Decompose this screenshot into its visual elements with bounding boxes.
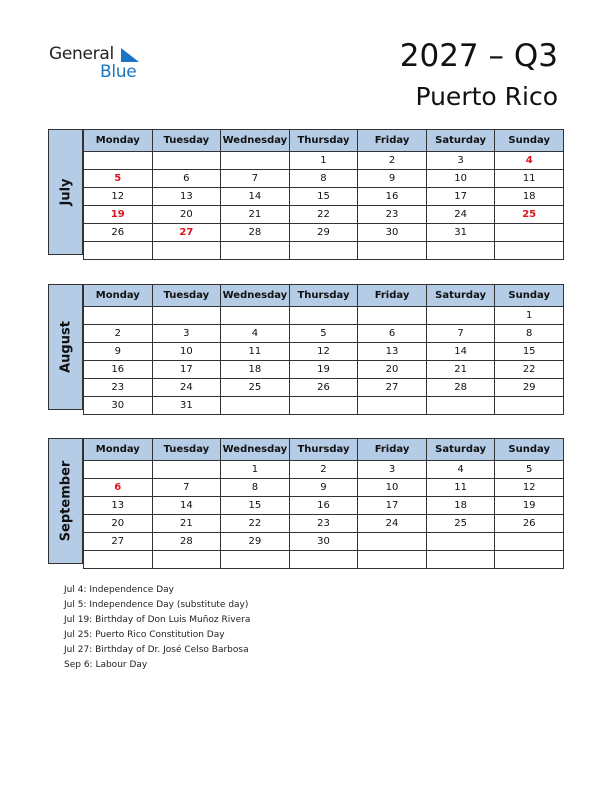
day-cell: 19 xyxy=(495,497,564,515)
day-cell: 3 xyxy=(358,461,427,479)
day-cell: 17 xyxy=(152,361,221,379)
day-cell: 2 xyxy=(84,325,153,343)
month-calendar-august xyxy=(48,284,564,410)
week-row xyxy=(84,379,564,397)
day-cell: 22 xyxy=(289,206,358,224)
day-cell: 29 xyxy=(495,379,564,397)
day-cell xyxy=(152,461,221,479)
day-cell: 25 xyxy=(426,515,495,533)
day-cell: 17 xyxy=(358,497,427,515)
day-cell xyxy=(289,307,358,325)
week-row xyxy=(84,479,564,497)
day-cell: 11 xyxy=(426,479,495,497)
week-row xyxy=(84,188,564,206)
day-cell: 19 xyxy=(289,361,358,379)
day-cell: 16 xyxy=(84,361,153,379)
day-cell: 28 xyxy=(221,224,290,242)
day-cell xyxy=(84,461,153,479)
holiday-notes xyxy=(64,583,250,673)
day-cell: 9 xyxy=(289,479,358,497)
day-cell: 24 xyxy=(426,206,495,224)
day-cell: 8 xyxy=(221,479,290,497)
day-cell: 13 xyxy=(152,188,221,206)
day-cell: 3 xyxy=(152,325,221,343)
day-cell: 16 xyxy=(358,188,427,206)
day-cell: 11 xyxy=(221,343,290,361)
holiday-note: Jul 25: Puerto Rico Constitution Day xyxy=(64,630,225,640)
page-title: 2027 – Q3 xyxy=(399,38,558,74)
day-cell: 8 xyxy=(495,325,564,343)
page-subtitle: Puerto Rico xyxy=(415,82,558,111)
day-cell: 31 xyxy=(426,224,495,242)
weekday-header: Tuesday xyxy=(152,439,221,461)
day-cell xyxy=(358,551,427,569)
calendar-grid xyxy=(83,438,564,569)
day-cell: 29 xyxy=(221,533,290,551)
day-cell xyxy=(358,242,427,260)
week-row xyxy=(84,152,564,170)
weekday-header: Monday xyxy=(84,285,153,307)
day-cell xyxy=(495,397,564,415)
weekday-header: Thursday xyxy=(289,439,358,461)
day-cell xyxy=(358,397,427,415)
holiday-note: Jul 19: Birthday of Don Luis Muñoz Rivera xyxy=(64,615,251,625)
day-cell: 20 xyxy=(84,515,153,533)
logo-word-general: General xyxy=(49,44,114,64)
day-cell: 1 xyxy=(221,461,290,479)
day-cell: 7 xyxy=(152,479,221,497)
holiday-note: Jul 4: Independence Day xyxy=(64,585,174,595)
logo-word-blue: Blue xyxy=(100,62,137,82)
week-row xyxy=(84,397,564,415)
day-cell: 27 xyxy=(152,224,221,242)
month-label-panel xyxy=(48,438,83,564)
calendar-grid xyxy=(83,129,564,260)
week-row xyxy=(84,307,564,325)
day-cell: 21 xyxy=(426,361,495,379)
calendar-grid xyxy=(83,284,564,415)
day-cell: 22 xyxy=(495,361,564,379)
day-cell: 26 xyxy=(495,515,564,533)
day-cell: 14 xyxy=(152,497,221,515)
day-cell xyxy=(495,533,564,551)
day-cell: 2 xyxy=(358,152,427,170)
day-cell xyxy=(495,224,564,242)
weekday-header: Thursday xyxy=(289,130,358,152)
day-cell: 9 xyxy=(84,343,153,361)
day-cell: 4 xyxy=(221,325,290,343)
weekday-header: Friday xyxy=(358,285,427,307)
day-cell: 24 xyxy=(358,515,427,533)
weekday-header: Saturday xyxy=(426,439,495,461)
day-cell xyxy=(495,242,564,260)
day-cell: 11 xyxy=(495,170,564,188)
weekday-header-row xyxy=(84,285,564,307)
day-cell: 21 xyxy=(152,515,221,533)
day-cell: 30 xyxy=(84,397,153,415)
day-cell: 3 xyxy=(426,152,495,170)
day-cell: 15 xyxy=(221,497,290,515)
day-cell xyxy=(426,397,495,415)
week-row xyxy=(84,461,564,479)
day-cell: 20 xyxy=(358,361,427,379)
week-row xyxy=(84,224,564,242)
day-cell xyxy=(84,242,153,260)
day-cell xyxy=(152,307,221,325)
day-cell: 4 xyxy=(426,461,495,479)
day-cell: 5 xyxy=(495,461,564,479)
day-cell xyxy=(289,551,358,569)
day-cell: 1 xyxy=(289,152,358,170)
day-cell: 27 xyxy=(84,533,153,551)
logo xyxy=(49,44,159,84)
weekday-header: Sunday xyxy=(495,439,564,461)
day-cell xyxy=(426,533,495,551)
day-cell: 7 xyxy=(221,170,290,188)
day-cell: 29 xyxy=(289,224,358,242)
day-cell: 7 xyxy=(426,325,495,343)
day-cell: 18 xyxy=(221,361,290,379)
weekday-header: Sunday xyxy=(495,285,564,307)
day-cell xyxy=(221,152,290,170)
day-cell xyxy=(221,242,290,260)
day-cell: 30 xyxy=(358,224,427,242)
day-cell xyxy=(221,397,290,415)
day-cell xyxy=(152,242,221,260)
day-cell: 9 xyxy=(358,170,427,188)
day-cell: 6 xyxy=(152,170,221,188)
month-label: August xyxy=(58,321,73,373)
week-row xyxy=(84,515,564,533)
day-cell xyxy=(289,397,358,415)
day-cell: 26 xyxy=(289,379,358,397)
weekday-header: Monday xyxy=(84,130,153,152)
day-cell xyxy=(289,242,358,260)
day-cell: 23 xyxy=(289,515,358,533)
day-cell: 5 xyxy=(289,325,358,343)
week-row xyxy=(84,206,564,224)
holiday-note: Sep 6: Labour Day xyxy=(64,660,148,670)
day-cell: 21 xyxy=(221,206,290,224)
day-cell: 22 xyxy=(221,515,290,533)
day-cell: 24 xyxy=(152,379,221,397)
month-label-panel xyxy=(48,284,83,410)
weekday-header: Monday xyxy=(84,439,153,461)
day-cell: 14 xyxy=(426,343,495,361)
weekday-header-row xyxy=(84,439,564,461)
day-cell: 16 xyxy=(289,497,358,515)
day-cell xyxy=(221,551,290,569)
weekday-header: Saturday xyxy=(426,285,495,307)
week-row xyxy=(84,325,564,343)
holiday-note: Jul 5: Independence Day (substitute day) xyxy=(64,600,249,610)
day-cell: 15 xyxy=(495,343,564,361)
day-cell xyxy=(84,307,153,325)
day-cell xyxy=(426,307,495,325)
day-cell: 25 xyxy=(495,206,564,224)
day-cell: 12 xyxy=(495,479,564,497)
week-row xyxy=(84,533,564,551)
weekday-header: Wednesday xyxy=(221,285,290,307)
day-cell: 23 xyxy=(84,379,153,397)
day-cell: 23 xyxy=(358,206,427,224)
day-cell: 17 xyxy=(426,188,495,206)
weekday-header: Sunday xyxy=(495,130,564,152)
day-cell xyxy=(426,242,495,260)
day-cell: 2 xyxy=(289,461,358,479)
day-cell: 19 xyxy=(84,206,153,224)
day-cell xyxy=(152,152,221,170)
holiday-note: Jul 27: Birthday of Dr. José Celso Barbosa xyxy=(64,645,249,655)
day-cell: 30 xyxy=(289,533,358,551)
day-cell xyxy=(221,307,290,325)
day-cell: 10 xyxy=(152,343,221,361)
week-row xyxy=(84,242,564,260)
month-label: July xyxy=(58,178,73,206)
day-cell: 14 xyxy=(221,188,290,206)
day-cell: 18 xyxy=(426,497,495,515)
day-cell: 6 xyxy=(358,325,427,343)
day-cell: 18 xyxy=(495,188,564,206)
month-calendar-july xyxy=(48,129,564,255)
day-cell xyxy=(152,551,221,569)
day-cell: 27 xyxy=(358,379,427,397)
day-cell: 10 xyxy=(426,170,495,188)
week-row xyxy=(84,343,564,361)
day-cell xyxy=(84,152,153,170)
day-cell: 13 xyxy=(84,497,153,515)
day-cell: 1 xyxy=(495,307,564,325)
day-cell xyxy=(426,551,495,569)
week-row xyxy=(84,497,564,515)
day-cell: 13 xyxy=(358,343,427,361)
day-cell: 8 xyxy=(289,170,358,188)
week-row xyxy=(84,361,564,379)
day-cell: 28 xyxy=(152,533,221,551)
weekday-header: Friday xyxy=(358,130,427,152)
day-cell: 12 xyxy=(84,188,153,206)
day-cell: 25 xyxy=(221,379,290,397)
day-cell: 31 xyxy=(152,397,221,415)
month-label: September xyxy=(58,460,73,542)
day-cell: 4 xyxy=(495,152,564,170)
day-cell: 20 xyxy=(152,206,221,224)
month-calendar-september xyxy=(48,438,564,564)
day-cell xyxy=(495,551,564,569)
day-cell: 6 xyxy=(84,479,153,497)
week-row xyxy=(84,170,564,188)
day-cell xyxy=(358,533,427,551)
week-row xyxy=(84,551,564,569)
weekday-header: Thursday xyxy=(289,285,358,307)
weekday-header: Wednesday xyxy=(221,130,290,152)
weekday-header: Tuesday xyxy=(152,285,221,307)
weekday-header: Tuesday xyxy=(152,130,221,152)
weekday-header-row xyxy=(84,130,564,152)
day-cell: 28 xyxy=(426,379,495,397)
month-label-panel xyxy=(48,129,83,255)
day-cell: 12 xyxy=(289,343,358,361)
day-cell: 5 xyxy=(84,170,153,188)
day-cell: 26 xyxy=(84,224,153,242)
day-cell xyxy=(358,307,427,325)
weekday-header: Wednesday xyxy=(221,439,290,461)
weekday-header: Saturday xyxy=(426,130,495,152)
weekday-header: Friday xyxy=(358,439,427,461)
day-cell xyxy=(84,551,153,569)
day-cell: 10 xyxy=(358,479,427,497)
day-cell: 15 xyxy=(289,188,358,206)
